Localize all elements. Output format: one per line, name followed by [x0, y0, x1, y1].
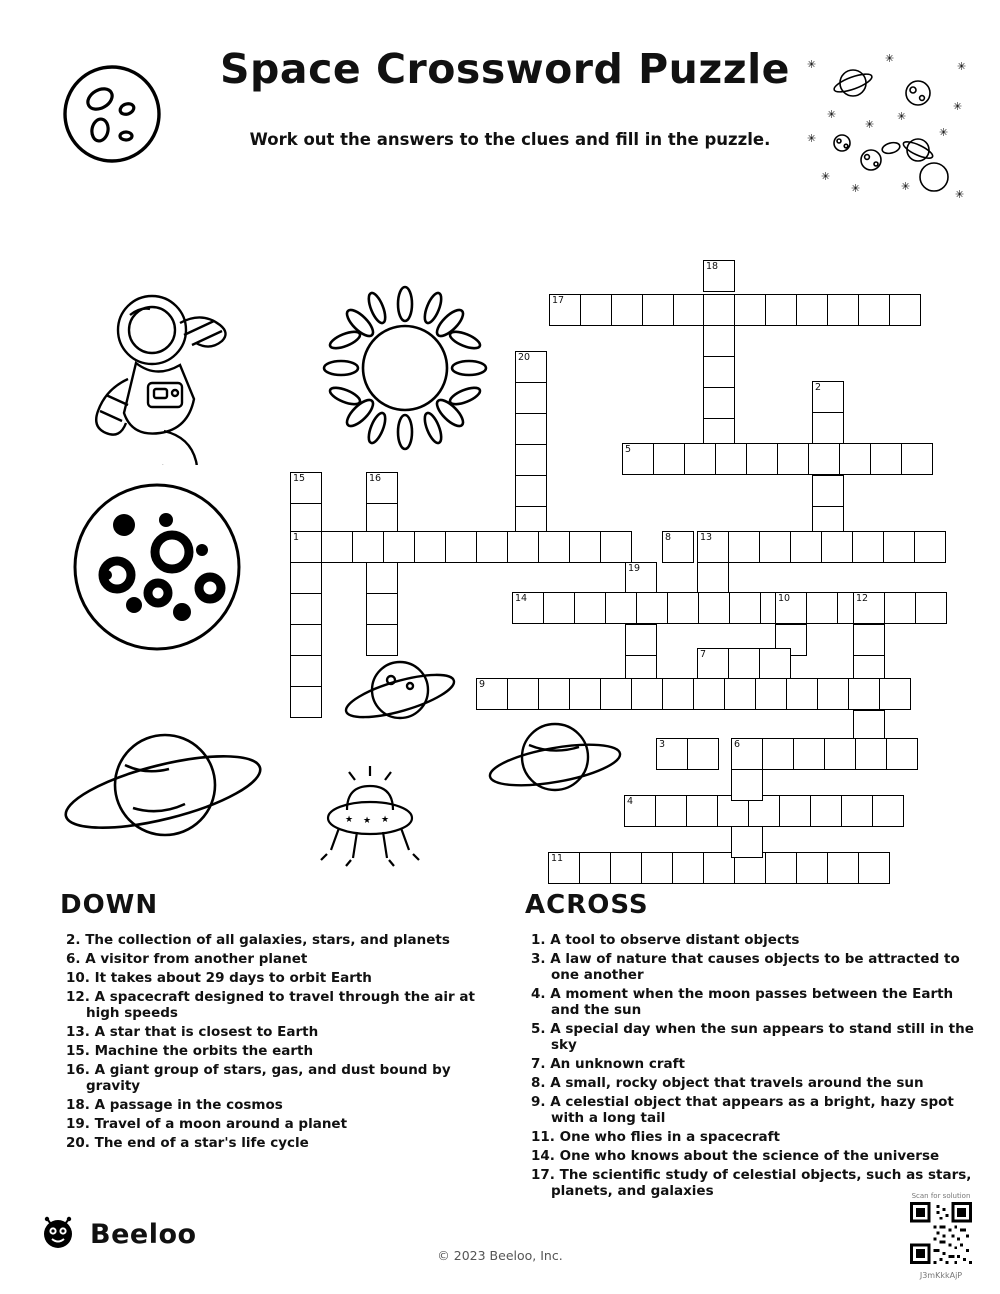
grid-cell[interactable]: [806, 592, 838, 624]
cell-number: 19: [628, 563, 641, 574]
grid-cell[interactable]: [731, 826, 763, 858]
grid-cell[interactable]: [817, 678, 849, 710]
grid-cell[interactable]: [762, 738, 794, 770]
grid-cell[interactable]: [841, 795, 873, 827]
clue-item: 16. A giant group of stars, gas, and dust bound by gravity: [66, 1062, 451, 1094]
grid-cell[interactable]: [290, 593, 322, 625]
grid-cell[interactable]: [366, 624, 398, 656]
grid-cell[interactable]: [515, 382, 547, 414]
cell-number: 2: [815, 382, 822, 393]
grid-cell[interactable]: [543, 592, 575, 624]
svg-text:✳: ✳: [851, 182, 861, 195]
grid-cell[interactable]: [852, 531, 884, 563]
clue-item: 17. The scientific study of celestial objects, such as stars, planets, and galaxies: [531, 1167, 972, 1199]
grid-cell[interactable]: [703, 356, 735, 388]
grid-cell[interactable]: [366, 472, 398, 504]
grid-cell[interactable]: [765, 852, 797, 884]
grid-cell[interactable]: [610, 852, 642, 884]
grid-cell[interactable]: [703, 387, 735, 419]
grid-cell[interactable]: [673, 294, 705, 326]
clue-item: 9. A celestial object that appears as a bright, hazy spot with a long tail: [531, 1094, 954, 1126]
grid-cell[interactable]: [697, 562, 729, 594]
svg-text:✳: ✳: [807, 58, 817, 71]
grid-cell[interactable]: [569, 678, 601, 710]
down-clue-list: [60, 932, 480, 1151]
clue-item: 14. One who knows about the science of the universe: [531, 1148, 940, 1164]
grid-cell[interactable]: [853, 592, 885, 624]
grid-cell[interactable]: [653, 443, 685, 475]
svg-text:✳: ✳: [955, 188, 965, 201]
grid-cell[interactable]: [728, 648, 760, 680]
svg-text:✳: ✳: [821, 170, 831, 183]
grid-cell[interactable]: [796, 294, 828, 326]
grid-cell[interactable]: [636, 592, 668, 624]
cell-number: 5: [625, 444, 632, 455]
grid-cell[interactable]: [445, 531, 477, 563]
grid-cell[interactable]: [827, 294, 859, 326]
clue-item: 2. The collection of all galaxies, stars, and planets: [66, 932, 450, 948]
grid-cell[interactable]: [290, 624, 322, 656]
cell-number: 7: [700, 649, 707, 660]
grid-cell[interactable]: [290, 472, 322, 504]
across-clues-section: [525, 890, 975, 1202]
grid-cell[interactable]: [827, 852, 859, 884]
clue-item: 20. The end of a star's life cycle: [66, 1135, 309, 1151]
grid-cell[interactable]: [366, 562, 398, 594]
grid-cell[interactable]: [790, 531, 822, 563]
svg-text:✳: ✳: [939, 126, 949, 139]
grid-cell[interactable]: [515, 351, 547, 383]
svg-text:✳: ✳: [807, 132, 817, 145]
clue-item: 8. A small, rocky object that travels around the sun: [531, 1075, 924, 1091]
clue-item: 13. A star that is closest to Earth: [66, 1024, 319, 1040]
down-clues-section: [60, 890, 480, 1154]
grid-cell[interactable]: [765, 294, 797, 326]
brand-name: Beeloo: [90, 1218, 197, 1250]
page-footer: [0, 1190, 1000, 1294]
cell-number: 18: [706, 261, 719, 272]
grid-cell[interactable]: [538, 678, 570, 710]
grid-cell[interactable]: [879, 678, 911, 710]
grid-cell[interactable]: [697, 648, 729, 680]
grid-cell[interactable]: [641, 852, 673, 884]
moon-icon: [60, 62, 164, 170]
grid-cell[interactable]: [662, 678, 694, 710]
grid-cell[interactable]: [515, 444, 547, 476]
across-clue-list: [525, 932, 975, 1199]
grid-cell[interactable]: [886, 738, 918, 770]
grid-cell[interactable]: [605, 592, 637, 624]
page-header: [0, 0, 1000, 215]
grid-cell[interactable]: [703, 260, 735, 292]
clue-item: 11. One who flies in a spacecraft: [531, 1129, 780, 1145]
grid-cell[interactable]: [538, 531, 570, 563]
grid-cell[interactable]: [915, 592, 947, 624]
grid-cell[interactable]: [600, 678, 632, 710]
clue-item: 10. It takes about 29 days to orbit Earth: [66, 970, 372, 986]
grid-cell[interactable]: [914, 531, 946, 563]
grid-cell[interactable]: [624, 795, 656, 827]
svg-text:✳: ✳: [957, 60, 967, 73]
grid-cell[interactable]: [731, 738, 763, 770]
grid-cell[interactable]: [746, 443, 778, 475]
grid-cell[interactable]: [290, 655, 322, 687]
grid-cell[interactable]: [684, 443, 716, 475]
svg-text:✳: ✳: [897, 110, 907, 123]
qr-label: Scan for solution: [911, 1192, 971, 1200]
grid-cell[interactable]: [476, 678, 508, 710]
grid-cell[interactable]: [290, 562, 322, 594]
grid-cell[interactable]: [755, 678, 787, 710]
grid-cell[interactable]: [569, 531, 601, 563]
grid-cell[interactable]: [631, 678, 663, 710]
page-subtitle: Work out the answers to the clues and fill in the puzzle.: [249, 130, 771, 149]
cell-number: 14: [515, 593, 528, 604]
down-heading: DOWN: [60, 890, 159, 920]
grid-cell[interactable]: [366, 593, 398, 625]
clue-item: 4. A moment when the moon passes between the Earth and the sun: [531, 986, 954, 1018]
grid-cell[interactable]: [656, 738, 688, 770]
qr-block: [910, 1192, 972, 1280]
grid-cell[interactable]: [383, 531, 415, 563]
grid-cell[interactable]: [290, 686, 322, 718]
grid-cell[interactable]: [808, 443, 840, 475]
grid-cell[interactable]: [812, 381, 844, 413]
grid-cell[interactable]: [687, 738, 719, 770]
grid-cell[interactable]: [625, 624, 657, 656]
grid-cell[interactable]: [622, 443, 654, 475]
grid-cell[interactable]: [779, 795, 811, 827]
svg-text:★: ★: [381, 815, 390, 825]
svg-text:✳: ✳: [953, 100, 963, 113]
grid-cell[interactable]: [611, 294, 643, 326]
grid-cell[interactable]: [697, 531, 729, 563]
svg-text:✳: ✳: [827, 108, 837, 121]
grid-cell[interactable]: [821, 531, 853, 563]
grid-cell[interactable]: [759, 648, 791, 680]
grid-cell[interactable]: [883, 531, 915, 563]
svg-text:✳: ✳: [901, 180, 911, 193]
clue-item: 19. Travel of a moon around a planet: [66, 1116, 348, 1132]
svg-text:✳: ✳: [885, 52, 895, 65]
grid-cell[interactable]: [667, 592, 699, 624]
grid-cell[interactable]: [812, 412, 844, 444]
grid-cell[interactable]: [352, 531, 384, 563]
grid-cell[interactable]: [839, 443, 871, 475]
grid-cell[interactable]: [872, 795, 904, 827]
cell-number: 16: [369, 473, 382, 484]
cell-number: 15: [293, 473, 306, 484]
grid-cell[interactable]: [686, 795, 718, 827]
grid-cell[interactable]: [548, 852, 580, 884]
grid-cell[interactable]: [901, 443, 933, 475]
cell-number: 8: [665, 532, 672, 543]
cell-number: 9: [479, 679, 486, 690]
grid-cell[interactable]: [515, 413, 547, 445]
crossword-grid: [0, 250, 1000, 880]
grid-cell[interactable]: [655, 795, 687, 827]
grid-cell[interactable]: [672, 852, 704, 884]
grid-cell[interactable]: [775, 592, 807, 624]
cell-number: 11: [551, 853, 564, 864]
clue-item: 12. A spacecraft designed to travel through the air at high speeds: [66, 989, 475, 1021]
grid-cell[interactable]: [786, 678, 818, 710]
grid-cell[interactable]: [580, 294, 612, 326]
cell-number: 17: [552, 295, 565, 306]
grid-cell[interactable]: [414, 531, 446, 563]
qr-code[interactable]: [910, 1202, 972, 1264]
cell-number: 1: [293, 532, 300, 543]
grid-cell[interactable]: [759, 531, 791, 563]
cell-number: 6: [734, 739, 741, 750]
grid-cell[interactable]: [662, 531, 694, 563]
clue-item: 18. A passage in the cosmos: [66, 1097, 283, 1113]
grid-cell[interactable]: [729, 592, 761, 624]
grid-cell[interactable]: [642, 294, 674, 326]
grid-cell[interactable]: [507, 678, 539, 710]
page-title: Space Crossword Puzzle: [220, 45, 790, 93]
copyright-text: © 2023 Beeloo, Inc.: [437, 1248, 563, 1263]
grid-cell[interactable]: [848, 678, 880, 710]
grid-cell[interactable]: [290, 531, 322, 563]
grid-cell[interactable]: [476, 531, 508, 563]
clue-item: 5. A special day when the sun appears to stand still in the sky: [531, 1021, 974, 1053]
grid-cell[interactable]: [715, 443, 747, 475]
grid-cell[interactable]: [855, 738, 887, 770]
grid-cell[interactable]: [858, 852, 890, 884]
grid-cell[interactable]: [507, 531, 539, 563]
grid-cell[interactable]: [810, 795, 842, 827]
grid-cell[interactable]: [734, 294, 766, 326]
grid-cell[interactable]: [703, 325, 735, 357]
clue-item: 7. An unknown craft: [531, 1056, 685, 1072]
grid-cell[interactable]: [728, 531, 760, 563]
clue-item: 1. A tool to observe distant objects: [531, 932, 800, 948]
grid-cell[interactable]: [693, 678, 725, 710]
cell-number: 13: [700, 532, 713, 543]
clue-item: 3. A law of nature that causes objects to be attracted to one another: [531, 951, 960, 983]
qr-code-text: J3mKkkAjP: [919, 1271, 963, 1280]
grid-cell[interactable]: [512, 592, 544, 624]
across-heading: ACROSS: [525, 890, 649, 920]
grid-cell[interactable]: [870, 443, 902, 475]
grid-cell[interactable]: [515, 475, 547, 507]
grid-cell[interactable]: [889, 294, 921, 326]
grid-cell[interactable]: [321, 531, 353, 563]
grid-cell[interactable]: [698, 592, 730, 624]
cell-number: 20: [518, 352, 531, 363]
cell-number: 4: [627, 796, 634, 807]
svg-text:✳: ✳: [865, 118, 875, 131]
grid-cell[interactable]: [724, 678, 756, 710]
svg-text:★: ★: [345, 815, 354, 825]
cell-number: 10: [778, 593, 791, 604]
clue-item: 6. A visitor from another planet: [66, 951, 308, 967]
grid-cell[interactable]: [824, 738, 856, 770]
grid-cell[interactable]: [703, 294, 735, 326]
grid-cell[interactable]: [731, 769, 763, 801]
cell-number: 3: [659, 739, 666, 750]
cell-number: 12: [856, 593, 869, 604]
svg-text:★: ★: [363, 816, 372, 826]
grid-cell[interactable]: [600, 531, 632, 563]
grid-cell[interactable]: [574, 592, 606, 624]
grid-cell[interactable]: [793, 738, 825, 770]
clue-item: 15. Machine the orbits the earth: [66, 1043, 314, 1059]
grid-cell[interactable]: [884, 592, 916, 624]
grid-cell[interactable]: [853, 624, 885, 656]
grid-cell[interactable]: [549, 294, 581, 326]
grid-cell[interactable]: [625, 562, 657, 594]
grid-cell[interactable]: [812, 475, 844, 507]
grid-cell[interactable]: [858, 294, 890, 326]
grid-cell[interactable]: [777, 443, 809, 475]
grid-cell[interactable]: [796, 852, 828, 884]
planets-and-stars-icon: [805, 50, 970, 209]
grid-cell[interactable]: [579, 852, 611, 884]
